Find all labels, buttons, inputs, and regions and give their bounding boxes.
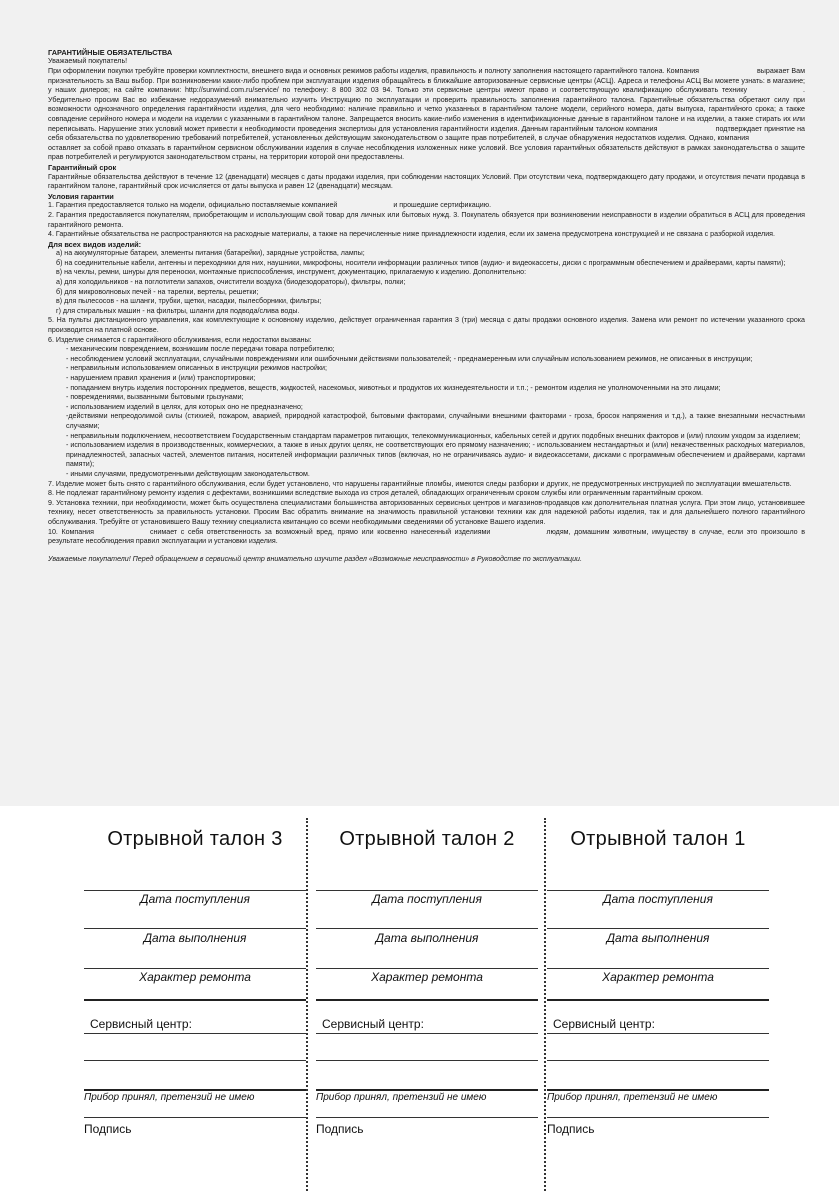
- repair-type-label: Характер ремонта: [139, 970, 251, 984]
- all-types-item: а) для холодильников - на поглотители запахов, очистители воздуха (биодезодораторы), фильтры, полки;: [56, 278, 406, 287]
- condition-6-item: - попаданием внутрь изделия посторонних предметов, веществ, жидкостей, насекомых, животных и продуктов их жизнедеятельности и т.п.; - ремонтом изделия не уполномоченными на это лицами;: [66, 383, 721, 392]
- receipt-date-field[interactable]: [547, 928, 769, 929]
- completion-date-label: Дата выполнения: [375, 931, 479, 945]
- signature-label: Подпись: [84, 1122, 132, 1136]
- signature-label: Подпись: [316, 1122, 364, 1136]
- service-center-label: Сервисный центр:: [322, 1017, 424, 1031]
- all-types-item: б) на соединительные кабели, антенны и переходники для них, наушники, микрофоны, носители информации различных типов (аудио- и видеокассеты, диски с программным обеспечением и драйверами, карты памяти);: [56, 258, 786, 267]
- condition-10-part: снимает с себя ответственность за возможный вред, прямо или косвенно нанесенный изделиями: [149, 527, 491, 536]
- intro-part: . Убедительно просим Вас во избежание недоразумений внимательно изучить Инструкцию по эксплуатации и проверить правильность заполнения гарантийного талона. Гарантийные обязательства обретают силу при возможности однозначного определения гарантийности изделия, для чего необходимо: наличие правильно и четко указанных в гарантийном талоне модели, серийного номера, даты выпуска, гарантийного срока; а также совпадение серийного номера и модели на изделии с указанными в гарантийном талоне. Запрещается вносить какие-либо изменения в идентификационные данные в гарантийном талоне и на изделии, а также стирать их или переписывать. Нарушение этих условий может привести к необходимости проведения экспертизы для установления гарантийности изделия. Данным гарантийным талоном компания: [48, 86, 805, 133]
- service-center-label: Сервисный центр:: [553, 1017, 655, 1031]
- receipt-date-label: Дата поступления: [603, 892, 713, 906]
- repair-type-field[interactable]: [547, 999, 769, 1001]
- repair-type-label: Характер ремонта: [371, 970, 483, 984]
- intro-paragraph: [48, 67, 805, 163]
- condition-7: 7. Изделие может быть снято с гарантийного обслуживания, если будет установлено, что нарушены гарантийные пломбы, имеются следы разборки и других, не предусмотренных инструкцией по эксплуатации вмешательств.: [48, 479, 792, 488]
- repair-type-label: Характер ремонта: [602, 970, 714, 984]
- receipt-date-label: Дата поступления: [372, 892, 482, 906]
- condition-6-item: - нарушением правил хранения и (или) транспортировки;: [66, 374, 256, 382]
- condition-6-item: - неправильным подключением, несоответствием Государственным стандартам параметров питающих, телекоммуникационных, кабельных сетей и других подобных внешних факторов и (или) плохим уходом за изделием;: [66, 431, 801, 440]
- coupon-title: Отрывной талон 1: [570, 828, 746, 850]
- condition-6-item: - повреждениями, вызванными бытовыми грызунами;: [66, 393, 244, 402]
- condition-10: [48, 528, 805, 547]
- condition-8: 8. Не подлежат гарантийному ремонту изделия с дефектами, возникшими вследствие выхода из строя деталей, обладающих ограниченным сроком службы или ограниченным гарантийным сроком.: [48, 489, 704, 498]
- condition-6-item: - иными случаями, предусмотренными действующим законодательством.: [66, 469, 310, 478]
- completion-date-label: Дата выполнения: [143, 931, 247, 945]
- signature-label: Подпись: [547, 1122, 595, 1136]
- coupons-section: [0, 806, 839, 1191]
- intro-part: выражает Вам признательность за Ваш выбор. При возникновении каких-либо проблем при эксплуатации изделия обращайтесь в ближайшие авторизованные сервисные центры (АСЦ). Адреса и телефоны АСЦ Вы можете узнать: в магазине; у наших дилеров; на сайте компании: http://sunwind.com.ru/service/ по телефону: 8 800 302 03 94. Только эти сервисные центры имеют право и соответствующую квалификацию обслуживать технику: [48, 67, 805, 95]
- divider: [84, 1089, 306, 1091]
- service-center-field-2[interactable]: [316, 1060, 538, 1061]
- condition-6-item: - неправильным использованием описанных в инструкции режимов настройки;: [66, 364, 327, 373]
- condition-5: 5. На пульты дистанционного управления, как комплектующие к основному изделию, действует ограниченная гарантия 3 (три) месяца с даты продажи основного изделия. Замена или ремонт по истечении указанного срока производится на платной основе.: [48, 316, 805, 335]
- service-center-field[interactable]: [84, 1033, 306, 1034]
- condition-6-item: - использованием изделий в целях, для которых оно не предназначено;: [66, 402, 303, 411]
- accepted-label: Прибор принял, претензий не имею: [547, 1092, 718, 1103]
- service-center-label: Сервисный центр:: [90, 1017, 192, 1031]
- condition-4: 4. Гарантийные обязательства не распространяются на расходные материалы, а также на перечисленные ниже принадлежности изделия, если их замена предусмотрена конструкцией и не связана с разборкой изделия.: [48, 230, 775, 239]
- period-heading: Гарантийный срок: [48, 162, 117, 172]
- condition-6-item: - несоблюдением условий эксплуатации, случайными повреждениями или ошибочными действиями пользователей; - преднамеренным или случайным использованием режимов, не описанных в инструкции;: [66, 354, 753, 363]
- completion-date-field[interactable]: [547, 968, 769, 969]
- service-center-field-2[interactable]: [547, 1060, 769, 1061]
- condition-6: 6. Изделие снимается с гарантийного обслуживания, если недостатки вызваны:: [48, 335, 312, 344]
- repair-type-field[interactable]: [316, 999, 538, 1001]
- divider: [84, 1117, 306, 1118]
- receipt-date-field[interactable]: [316, 928, 538, 929]
- completion-date-field[interactable]: [84, 968, 306, 969]
- period-text: Гарантийные обязательства действуют в течение 12 (двенадцати) месяцев с даты продажи изделия, при соблюдении настоящих Условий. При отсутствии чека, подтверждающего дату продажи, и отсутствия печати продавца в гарантийном талоне, гарантийный срок исчисляется от даты выпуска и равен 12 (двенадцати) месяцам.: [48, 172, 805, 191]
- warranty-title: ГАРАНТИЙНЫЕ ОБЯЗАТЕЛЬСТВА: [48, 48, 173, 57]
- coupon-title: Отрывной талон 3: [107, 828, 283, 850]
- condition-6-item: - использованием изделия в производственных, коммерческих, а также в иных других целях, не соответствующих его прямому назначению; - использованием нестандартных и (или) некачественных расходных материалов, принадлежностей, запасных частей, элементов питания, носителей информации различных типов (включая, но не ограничиваясь аудио- и видеокассетами, дисками с программным обеспечением и драйверами, картами памяти);: [66, 441, 805, 469]
- intro-part: оставляет за собой право отказать в гарантийном сервисном обслуживании изделия в случае несоблюдения изложенных ниже условий. Все условия гарантийных обязательств действуют в рамках законодательства о защите прав потребителей и регулируются законодательством страны, на территории которой они предоставлены.: [48, 143, 805, 162]
- condition-6-item: - механическим повреждением, возникшим после передачи товара потребителю;: [66, 345, 335, 354]
- all-types-heading: Для всех видов изделий:: [48, 239, 142, 249]
- divider: [547, 890, 769, 891]
- tear-line[interactable]: [306, 818, 308, 1191]
- divider: [547, 1117, 769, 1118]
- divider: [547, 1089, 769, 1091]
- condition-10-part: людям, домашним животным, имуществу в случае, если это произошло в результате несоблюдения правил эксплуатации и установки изделия.: [48, 527, 805, 546]
- divider: [316, 890, 538, 891]
- condition-1: [48, 201, 805, 211]
- condition-1-part: и прошедшие сертификацию.: [393, 201, 492, 210]
- accepted-label: Прибор принял, претензий не имею: [316, 1092, 487, 1103]
- condition-6-item: -действиями непреодолимой силы (стихией, пожаром, аварией, природной катастрофой, бытовыми факторами, случайными внешними факторами - гроза, бросок напряжения и т.д.), а также внезапными несчастными случаями;: [66, 412, 805, 430]
- all-types-item: б) для микроволновых печей - на тарелки, вертелы, решетки;: [56, 287, 259, 296]
- intro-part: Компания: [666, 67, 700, 75]
- all-types-item: в) на чехлы, ремни, шнуры для переноски, монтажные приспособления, инструмент, документацию, прилагаемую к изделию. Дополнительно:: [56, 268, 527, 277]
- divider: [84, 890, 306, 891]
- tear-line[interactable]: [544, 818, 546, 1191]
- service-center-field[interactable]: [547, 1033, 769, 1034]
- all-types-item: а) на аккумуляторные батареи, элементы питания (батарейки), зарядные устройства, лампы;: [56, 249, 365, 258]
- condition-10-part: 10. Компания: [48, 527, 94, 536]
- all-types-item: в) для пылесосов - на шланги, трубки, щетки, насадки, пылесборники, фильтры;: [56, 297, 322, 306]
- coupon-title: Отрывной талон 2: [339, 828, 515, 850]
- divider: [316, 1117, 538, 1118]
- divider: [316, 1089, 538, 1091]
- repair-type-field[interactable]: [84, 999, 306, 1001]
- intro-part: подтверждает принятие на себя обязательства по удовлетворению требований потребителей, установленных действующим законодательством о защите прав потребителей, в случае обнаружения недостатков изделия. Однако, компания: [48, 124, 805, 143]
- receipt-date-label: Дата поступления: [140, 892, 250, 906]
- condition-2: 2. Гарантия предоставляется покупателям, приобретающим и использующим свой товар для личных или бытовых нужд. 3. Покупатель обязуется при возникновении неисправности в изделии обратиться в АСЦ для проведения гарантийного ремонта.: [48, 210, 805, 229]
- completion-date-label: Дата выполнения: [606, 931, 710, 945]
- service-center-field-2[interactable]: [84, 1060, 306, 1061]
- closing-note: Уважаемые покупатели! Перед обращением в сервисный центр внимательно изучите раздел «Возможные неисправности» в Руководстве по эксплуатации.: [48, 554, 582, 563]
- condition-9: 9. Установка техники, при необходимости, может быть осуществлена специалистами большинства авторизованных сервисных центров и магазинов-продавцов как дополнительная платная услуга. При этом лицо, установившее технику, несет ответственность за правильность установки. Просим Вас обратить внимание на значимость правильной установки техники как для надежной работы изделия, так и для дальнейшего полного гарантийного обслуживания. Требуйте от установившего Вашу технику специалиста квитанцию со всеми необходимыми сведениями об установке Вашего изделия.: [48, 498, 805, 526]
- conditions-heading: Условия гарантии: [48, 191, 114, 201]
- receipt-date-field[interactable]: [84, 928, 306, 929]
- accepted-label: Прибор принял, претензий не имею: [84, 1092, 255, 1103]
- greeting: Уважаемый покупатель!: [48, 57, 128, 66]
- condition-1-part: 1. Гарантия предоставляется только на модели, официально поставляемые компанией: [48, 201, 338, 210]
- completion-date-field[interactable]: [316, 968, 538, 969]
- all-types-item: г) для стиральных машин - на фильтры, шланги для подвода/слива воды.: [56, 306, 300, 315]
- intro-part: При оформлении покупки требуйте проверки комплектности, внешнего вида и основных режимов работы изделия, правильность и полноту заполнения настоящего гарантийного талона.: [48, 67, 665, 75]
- service-center-field[interactable]: [316, 1033, 538, 1034]
